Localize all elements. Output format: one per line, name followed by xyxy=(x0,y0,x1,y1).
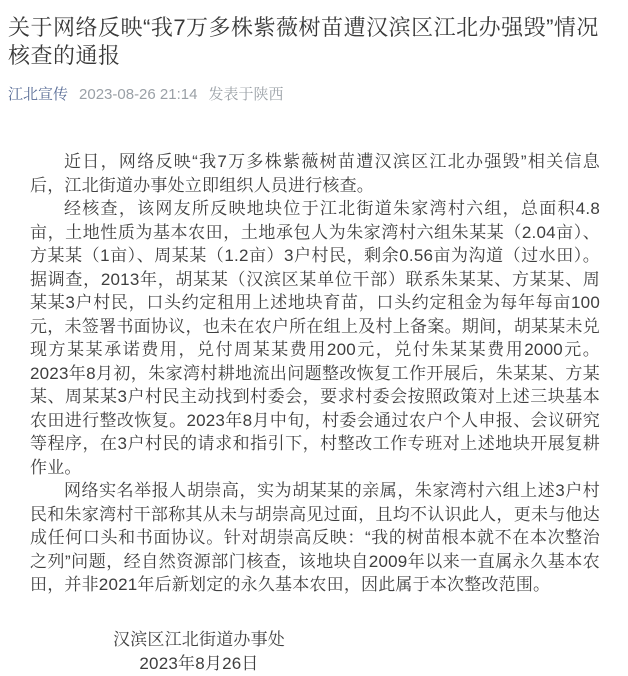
publish-location: 发表于陕西 xyxy=(208,86,284,103)
paragraph-investigation: 经核查，该网友所反映地块位于江北街道朱家湾村六组，总面积4.8亩，土地性质为基本农田，土地承包人为朱家湾村六组朱某某（2.04亩）、方某某（1亩）、周某某（1.2亩）3户村民，剩余0.56亩为沟道（过水田）。据调查，2013年，胡某某（汉滨区某单位干部）联系朱某某、方某某、周某某3户村民，口头约定租用上述地块育苗，口头约定租金为每年每亩100元，未签署书面协议，也未在农户所在组上及村上备案。期间，胡某某未兑现方某某承诺费用，兑付周某某费用200元，兑付朱某某费用2000元。2023年8月初，朱家湾村耕地流出问题整改恢复工作开展后，朱某某、方某某、周某某3户村民主动找到村委会，要求村委会按照政策对上述三块基本农田进行整改恢复。2023年8月中旬，村委会通过农户个人申报、会议研究等程序，在3户村民的请求和指引下，村整改工作专班对上述地块开展复耕作业。 xyxy=(30,199,600,477)
signature-block xyxy=(113,628,285,676)
page-title: 关于网络反映“我7万多株紫薇树苗遭汉滨区江北办强毁”情况核查的通报 xyxy=(8,15,599,68)
signature-org: 汉滨区江北街道办事处 xyxy=(113,629,285,649)
article-body xyxy=(8,150,620,676)
paragraph-conclusion: 网络实名举报人胡崇高，实为胡某某的亲属，朱家湾村六组上述3户村民和朱家湾村干部称其从未与胡崇高见过面，且均不认识此人，更未与他达成任何口头和书面协议。针对胡崇高反映：“我的树苗根本就不在本次整治之列”问题，经自然资源部门核查，该地块自2009年以来一直属永久基本农田，并非2021年后新划定的永久基本农田，因此属于本次整改范围。 xyxy=(30,481,600,594)
signature-date: 2023年8月26日 xyxy=(139,653,259,673)
byline xyxy=(8,85,620,105)
account-name-link[interactable]: 江北宣传 xyxy=(8,86,69,103)
paragraph-intro: 近日，网络反映“我7万多株紫薇树苗遭汉滨区江北办强毁”相关信息后，江北街道办事处立即组织人员进行核查。 xyxy=(30,152,600,195)
publish-timestamp: 2023-08-26 21:14 xyxy=(79,86,198,103)
